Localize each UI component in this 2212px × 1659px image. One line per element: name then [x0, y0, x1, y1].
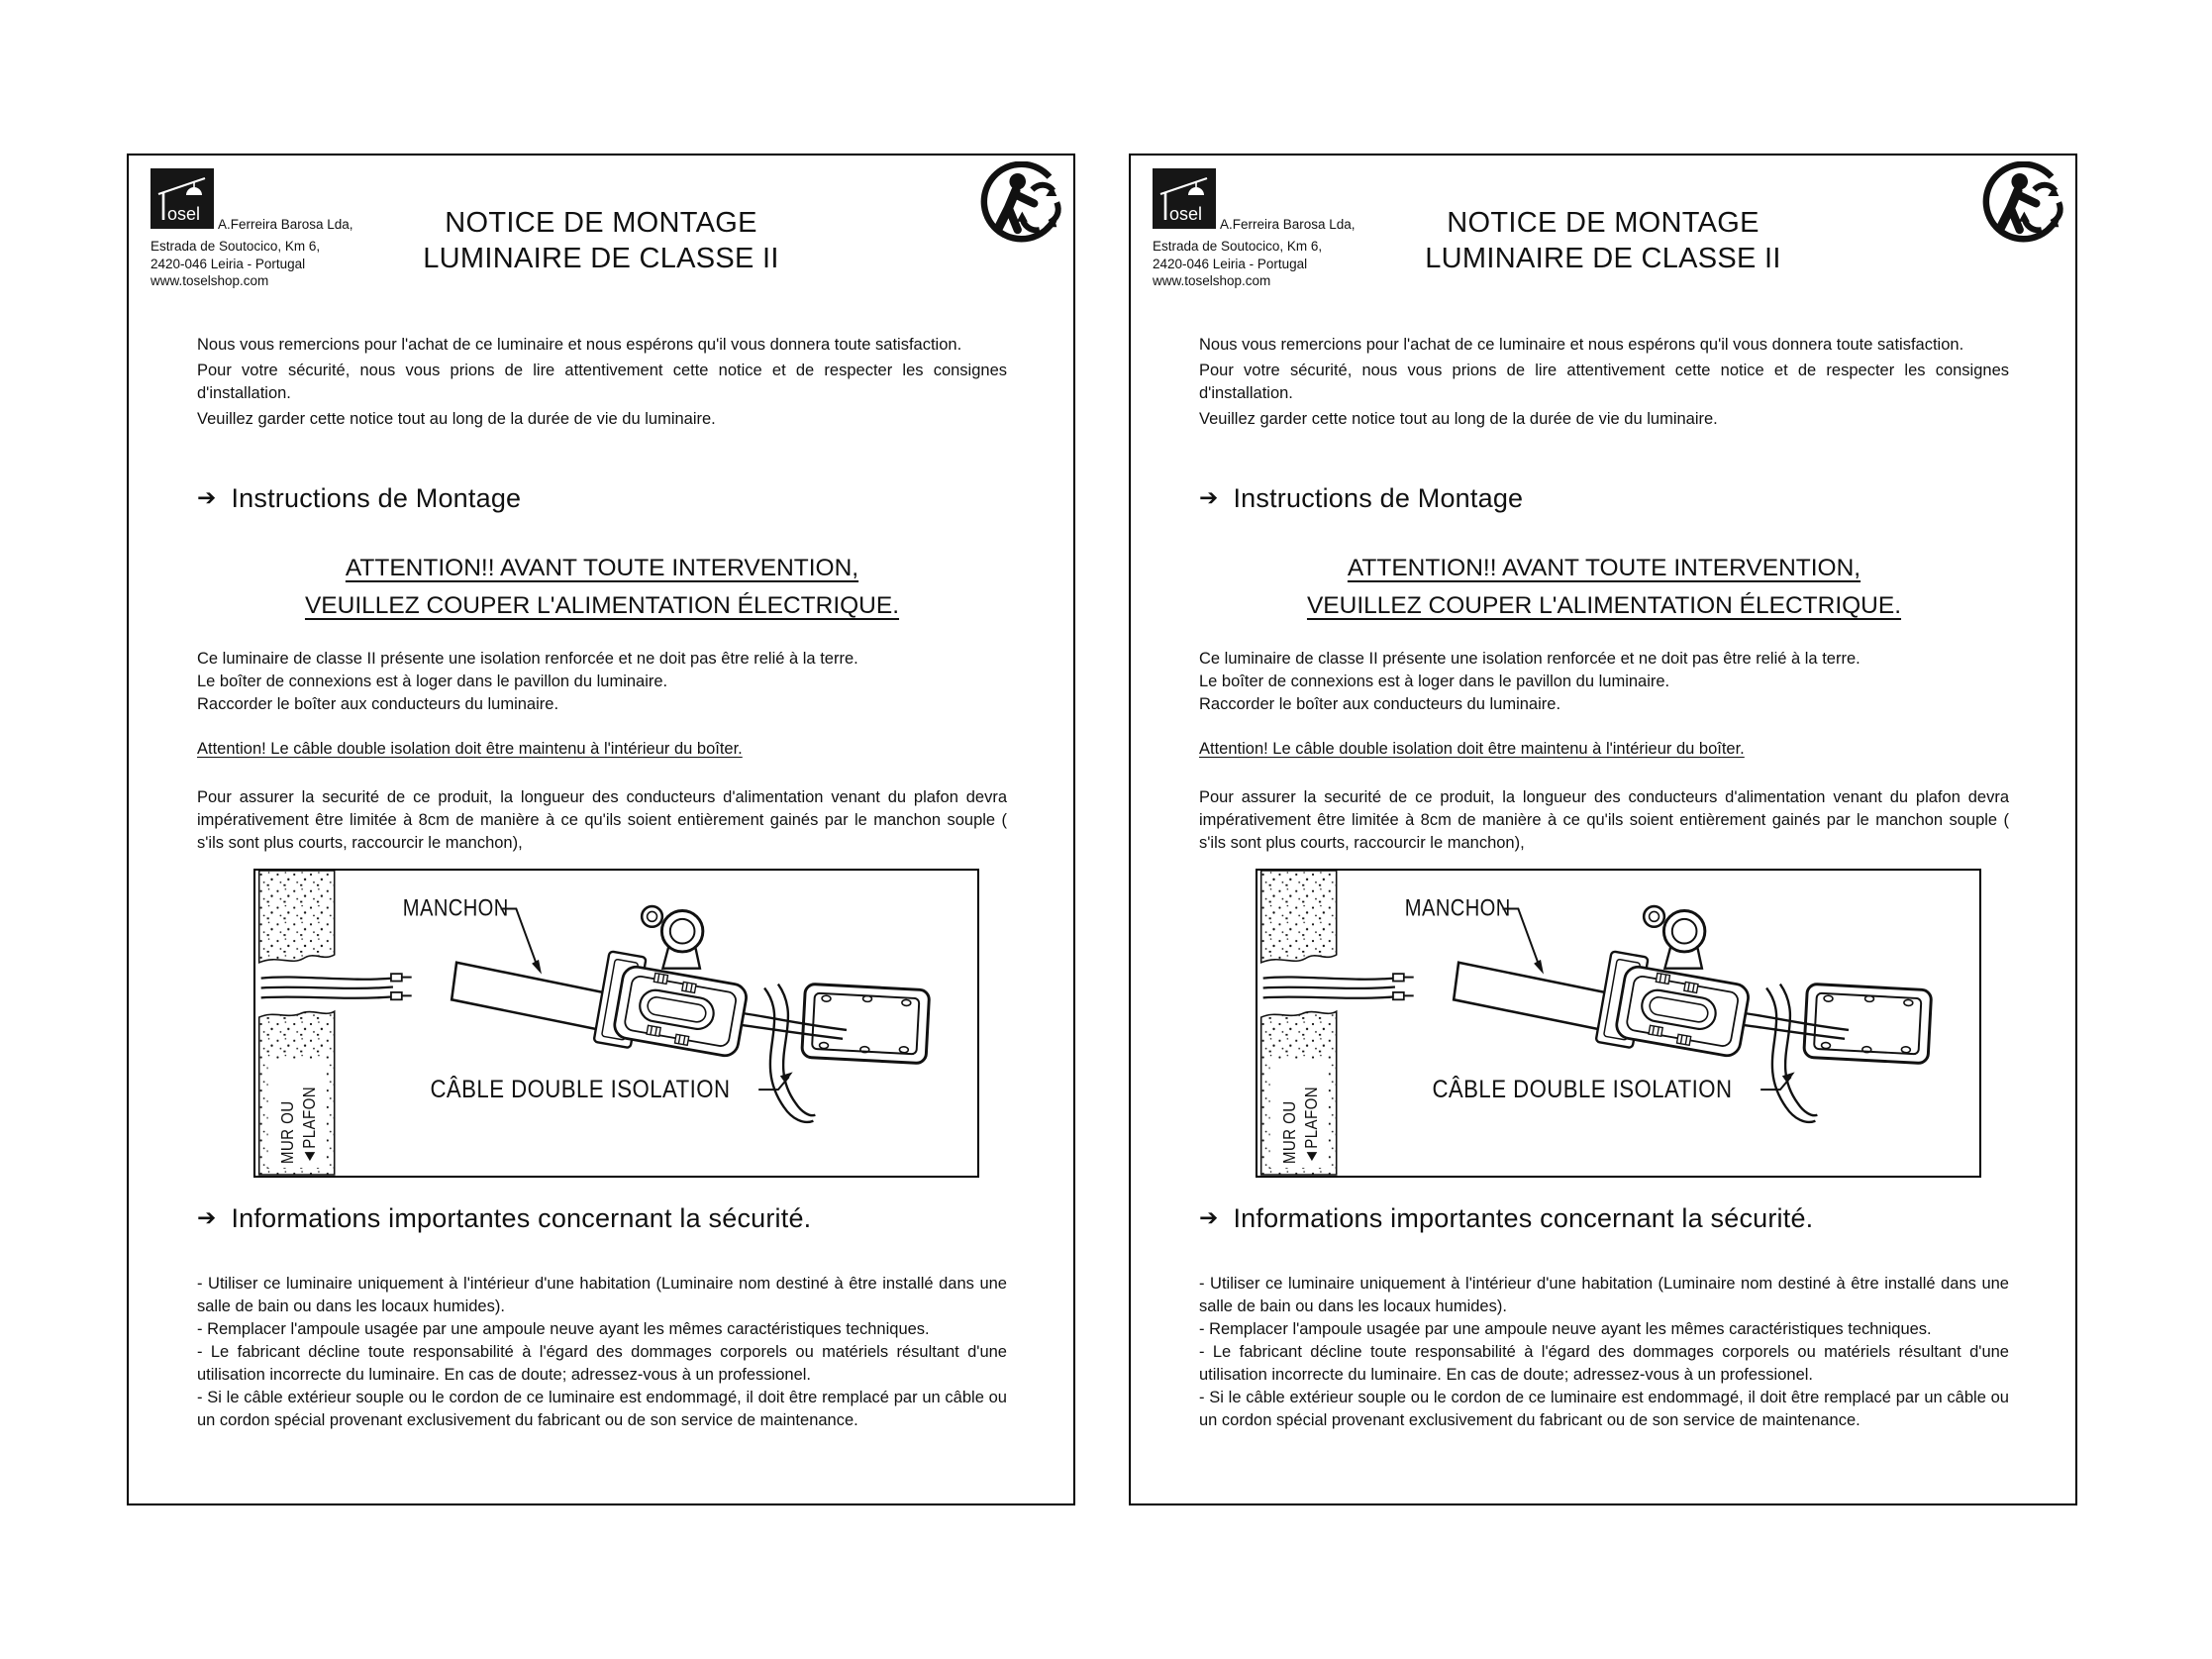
- arrow-right-icon: ➔: [197, 1204, 217, 1230]
- manchon-label: [1405, 894, 1544, 975]
- cable-label: [1432, 1072, 1794, 1102]
- manchon-arrowhead: [532, 960, 542, 975]
- address-city: 2420-046 Leiria - Portugal: [151, 257, 306, 271]
- class2-line1: Ce luminaire de classe II présente une isolation renforcée et ne doit pas être relié à la terre.: [197, 650, 858, 668]
- hanging-ring: [1644, 906, 1705, 969]
- power-warning: [1199, 550, 2009, 625]
- intro-p1: Nous vous remercions pour l'achat de ce luminaire et nous espérons qu'il vous donnera toute satisfaction.: [197, 336, 962, 354]
- address-city: 2420-046 Leiria - Portugal: [1153, 257, 1308, 271]
- safety-bullet: - Remplacer l'ampoule usagée par une ampoule neuve ayant les mêmes caractéristiques techniques.: [1199, 1320, 1932, 1338]
- power-warning-line2: VEUILLEZ COUPER L'ALIMENTATION ÉLECTRIQUE.: [1306, 592, 1902, 619]
- safety-bullet: - Utiliser ce luminaire uniquement à l'intérieur d'une habitation (Luminaire nom destiné à être installé dans une salle de bain ou dans les locaux humides).: [197, 1275, 1007, 1315]
- website-url: www.toselshop.com: [151, 273, 269, 288]
- website-url: www.toselshop.com: [1153, 273, 1271, 288]
- tosel-logo: [1153, 168, 1216, 229]
- page-title: [248, 205, 955, 276]
- sleeve-tube: [1454, 963, 1612, 1031]
- class2-paragraph: [1199, 648, 2009, 716]
- title-line-2: LUMINAIRE DE CLASSE II: [423, 243, 779, 274]
- address-street: Estrada de Soutocico, Km 6,: [151, 239, 321, 254]
- power-warning: [197, 550, 1007, 625]
- title-line-1: NOTICE DE MONTAGE: [445, 207, 757, 239]
- notice-page-2: [1129, 154, 2077, 1505]
- power-warning-line1: ATTENTION!! AVANT TOUTE INTERVENTION,: [1347, 555, 1861, 581]
- class2-line3: Raccorder le boîter aux conducteurs du luminaire.: [197, 695, 559, 713]
- cable-warning-line: Attention! Le câble double isolation doit être maintenu à l'intérieur du boîter.: [1199, 740, 1745, 758]
- safety-bullet: - Le fabricant décline toute responsabilité à l'égard des dommages corporels ou matériels résultant d'une utilisation incorrecte du luminaire. En cas de doute; adressez-vous à un professionel.: [1199, 1343, 2009, 1384]
- wall-label-line1: MUR OU: [1280, 1100, 1300, 1165]
- intro-paragraphs: [1199, 334, 2009, 434]
- safety-bullet: - Si le câble extérieur souple ou le cordon de ce luminaire est endommagé, il doit être remplacé par un câble ou un cordon spécial provenant exclusivement du fabricant ou de son service de maintenance.: [197, 1389, 1007, 1429]
- cable-warning-line: Attention! Le câble double isolation doit être maintenu à l'intérieur du boîter.: [197, 740, 743, 758]
- arrow-right-icon: ➔: [197, 484, 217, 510]
- supply-wires: [1263, 974, 1414, 999]
- manchon-label: [403, 894, 542, 975]
- montage-heading: [197, 483, 521, 514]
- montage-heading: [1199, 483, 1523, 514]
- cover-plate: [802, 984, 930, 1063]
- installation-diagram: [253, 869, 979, 1178]
- tosel-logo: [151, 168, 214, 229]
- manchon-arrowhead: [1534, 960, 1544, 975]
- power-warning-line1: ATTENTION!! AVANT TOUTE INTERVENTION,: [345, 555, 859, 581]
- cable-label-text: CÂBLE DOUBLE ISOLATION: [1432, 1075, 1733, 1103]
- cable-label-text: CÂBLE DOUBLE ISOLATION: [430, 1075, 731, 1103]
- tosel-lamp-icon: [1153, 168, 1216, 229]
- triman-recycling-icon: [1982, 161, 2073, 260]
- montage-heading-label: Instructions de Montage: [231, 483, 522, 513]
- class2-line2: Le boîter de connexions est à loger dans le pavillon du luminaire.: [1199, 673, 1670, 690]
- wall-strip: [1261, 871, 1337, 1175]
- title-line-1: NOTICE DE MONTAGE: [1447, 207, 1760, 239]
- wall-strip: [259, 871, 335, 1175]
- safety-bullet: - Remplacer l'ampoule usagée par une ampoule neuve ayant les mêmes caractéristiques techniques.: [197, 1320, 930, 1338]
- intro-p1: Nous vous remercions pour l'achat de ce luminaire et nous espérons qu'il vous donnera toute satisfaction.: [1199, 336, 1964, 354]
- arrow-right-icon: ➔: [1199, 484, 1219, 510]
- title-line-2: LUMINAIRE DE CLASSE II: [1425, 243, 1781, 274]
- conductor-length-paragraph: Pour assurer la securité de ce produit, la longueur des conducteurs d'alimentation venant du plafon devra impérativement être limitée à 8cm de manière à ce qu'ils soient entièrement gainés par le manchon souple ( s'ils sont plus courts, raccourcir le manchon),: [197, 788, 1007, 852]
- cable-label: [430, 1072, 792, 1102]
- company-name: A.Ferreira Barosa Lda,: [1220, 217, 1356, 232]
- safety-bullet-list: [1199, 1273, 2009, 1432]
- safety-bullet: - Utiliser ce luminaire uniquement à l'intérieur d'une habitation (Luminaire nom destiné à être installé dans une salle de bain ou dans les locaux humides).: [1199, 1275, 2009, 1315]
- manchon-label-text: MANCHON: [1404, 893, 1511, 921]
- class2-paragraph: [197, 648, 1007, 716]
- safety-bullet: - Le fabricant décline toute responsabilité à l'égard des dommages corporels ou matériels résultant d'une utilisation incorrecte du luminaire. En cas de doute; adressez-vous à un professionel.: [197, 1343, 1007, 1384]
- class2-line2: Le boîter de connexions est à loger dans le pavillon du luminaire.: [197, 673, 668, 690]
- supply-wires: [261, 974, 412, 999]
- hanging-ring: [642, 906, 703, 969]
- intro-paragraphs: [197, 334, 1007, 434]
- safety-bullet-list: [197, 1273, 1007, 1432]
- securite-heading-label: Informations importantes concernant la sécurité.: [1233, 1203, 1814, 1233]
- safety-bullet: - Si le câble extérieur souple ou le cordon de ce luminaire est endommagé, il doit être remplacé par un câble ou un cordon spécial provenant exclusivement du fabricant ou de son service de maintenance.: [1199, 1389, 2009, 1429]
- securite-heading-label: Informations importantes concernant la sécurité.: [231, 1203, 812, 1233]
- cover-plate: [1804, 984, 1932, 1063]
- class2-line3: Raccorder le boîter aux conducteurs du luminaire.: [1199, 695, 1561, 713]
- class2-line1: Ce luminaire de classe II présente une isolation renforcée et ne doit pas être relié à la terre.: [1199, 650, 1860, 668]
- sleeve-tube: [452, 963, 610, 1031]
- securite-heading: [197, 1203, 811, 1234]
- intro-p3: Veuillez garder cette notice tout au long de la durée de vie du luminaire.: [197, 410, 716, 428]
- page-title: [1250, 205, 1957, 276]
- power-warning-line2: VEUILLEZ COUPER L'ALIMENTATION ÉLECTRIQUE.: [304, 592, 900, 619]
- address-street: Estrada de Soutocico, Km 6,: [1153, 239, 1323, 254]
- arrow-right-icon: ➔: [1199, 1204, 1219, 1230]
- tosel-lamp-icon: [151, 168, 214, 229]
- company-name: A.Ferreira Barosa Lda,: [218, 217, 353, 232]
- manchon-label-text: MANCHON: [402, 893, 509, 921]
- intro-p2: Pour votre sécurité, nous vous prions de lire attentivement cette notice et de respecter les consignes d'installation.: [197, 362, 1007, 402]
- intro-p3: Veuillez garder cette notice tout au long de la durée de vie du luminaire.: [1199, 410, 1718, 428]
- wall-label-line2: ◄PLAFON: [299, 1086, 320, 1165]
- wall-label-line1: MUR OU: [278, 1100, 298, 1165]
- tosel-brand-text: osel: [167, 204, 201, 224]
- wall-label-line2: ◄PLAFON: [1301, 1086, 1322, 1165]
- tosel-brand-text: osel: [1169, 204, 1203, 224]
- montage-heading-label: Instructions de Montage: [1233, 483, 1524, 513]
- conductor-length-paragraph: Pour assurer la securité de ce produit, la longueur des conducteurs d'alimentation venant du plafon devra impérativement être limitée à 8cm de manière à ce qu'ils soient entièrement gainés par le manchon souple ( s'ils sont plus courts, raccourcir le manchon),: [1199, 788, 2009, 852]
- triman-recycling-icon: [980, 161, 1071, 260]
- notice-page: [127, 154, 1075, 1505]
- intro-p2: Pour votre sécurité, nous vous prions de lire attentivement cette notice et de respecter les consignes d'installation.: [1199, 362, 2009, 402]
- securite-heading: [1199, 1203, 1813, 1234]
- installation-diagram: [1256, 869, 1981, 1178]
